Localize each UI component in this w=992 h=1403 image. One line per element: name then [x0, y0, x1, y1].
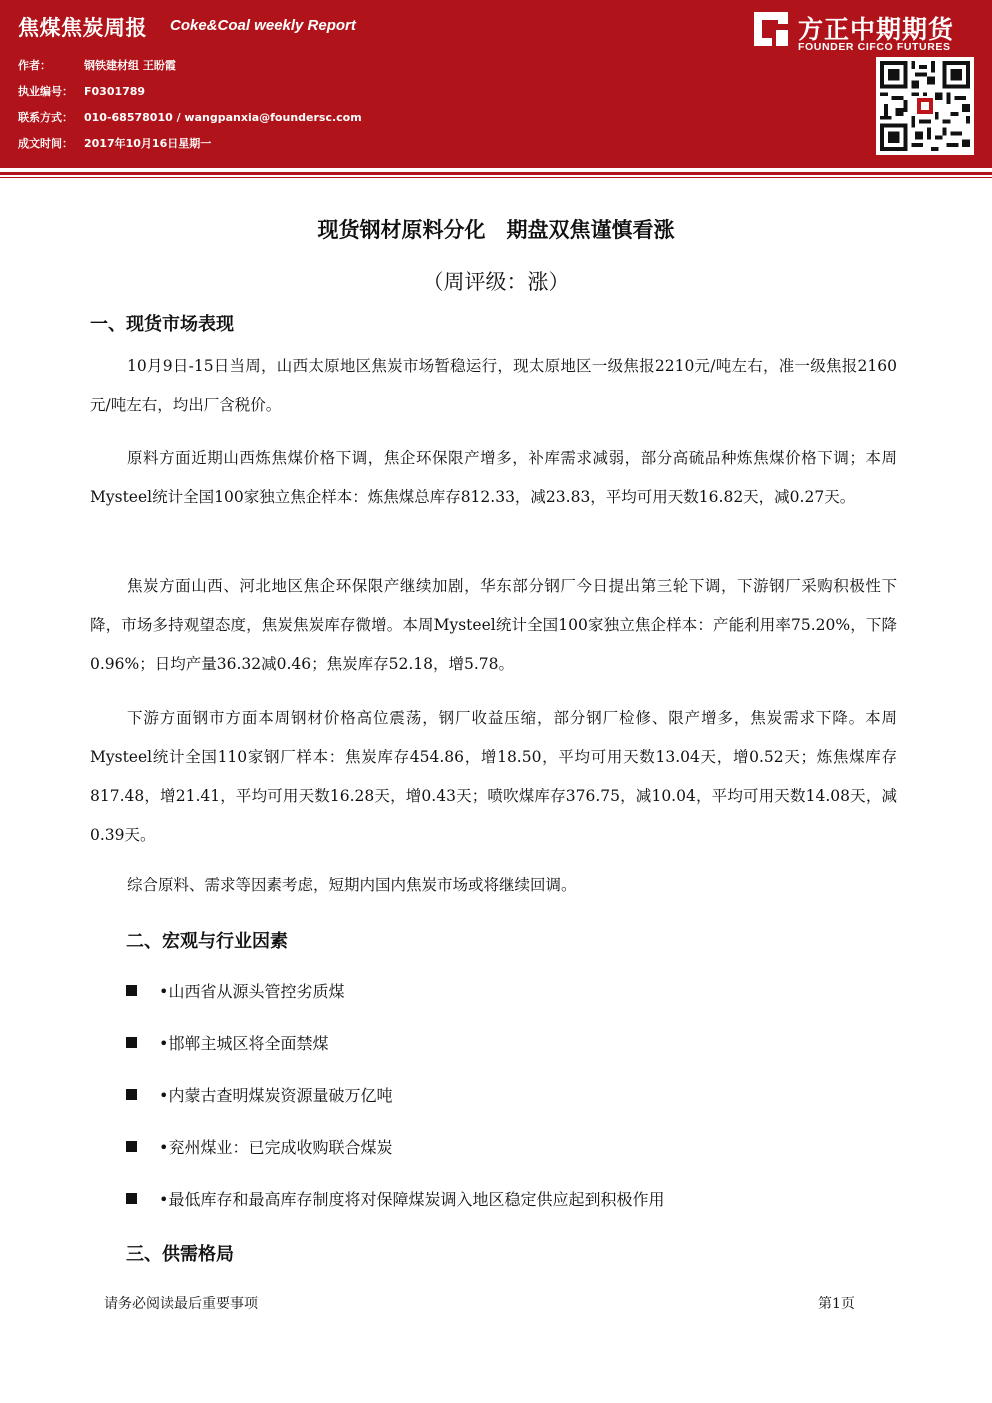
- paragraph-summary: 综合原料、需求等因素考虑，短期内国内焦炭市场或将继续回调。: [127, 876, 577, 894]
- meta-contact-value: 010-68578010 / wangpanxia@foundersc.com: [84, 111, 362, 124]
- paragraph-downstream: 下游方面钢市方面本周钢材价格高位震荡，钢厂收益压缩，部分钢厂检修、限产增多，焦炭需求下降。本周Mysteel统计全国110家钢厂样本：焦炭库存454.86，增18.50，平均可用天数13.04天，增0.52天；炼焦煤库存817.48，增21.41，平均可用天数16.28天，增0.43天；喷吹煤库存376.75，减10.04，平均可用天数14.08天，减0.39天。: [90, 709, 897, 844]
- section-heading-macro: 二、宏观与行业因素: [126, 931, 288, 952]
- footer-notice: 请务必阅读最后重要事项: [104, 1296, 258, 1312]
- list-item-text: •内蒙古查明煤炭资源量破万亿吨: [159, 1086, 393, 1105]
- page-number: 第1页: [818, 1296, 855, 1312]
- header-divider: [0, 172, 992, 175]
- square-bullet-icon: [126, 1037, 137, 1048]
- square-bullet-icon: [126, 1089, 137, 1100]
- report-series-title: 焦煤焦炭周报: [18, 16, 147, 40]
- meta-author: [18, 57, 176, 73]
- meta-contact-label: 联系方式：: [18, 111, 73, 124]
- report-series-subtitle: Coke&Coal weekly Report: [170, 17, 356, 34]
- logo-chinese-name: 方正中期期货: [798, 15, 955, 44]
- meta-license: [18, 83, 145, 99]
- meta-contact: [18, 109, 362, 125]
- weekly-rating: （周评级：涨）: [422, 270, 570, 294]
- meta-date-value: 2017年10月16日星期一: [84, 137, 212, 150]
- paragraph-spot-price: 10月9日-15日当周，山西太原地区焦炭市场暂稳运行，现太原地区一级焦报2210元/吨左右，准一级焦报2160元/吨左右，均出厂含税价。: [90, 357, 897, 414]
- founder-logo-icon: [752, 10, 790, 48]
- report-header: [0, 0, 992, 168]
- company-logo: [752, 10, 978, 56]
- meta-license-value: F0301789: [84, 85, 146, 98]
- paragraph-raw-material: 原料方面近期山西炼焦煤价格下调，焦企环保限产增多，补库需求减弱，部分高硫品种炼焦煤价格下调；本周Mysteel统计全国100家独立焦企样本：炼焦煤总库存812.33，减23.83，平均可用天数16.82天，减0.27天。: [90, 449, 897, 506]
- list-item-text: •最低库存和最高库存制度将对保障煤炭调入地区稳定供应起到积极作用: [159, 1190, 665, 1209]
- meta-license-label: 执业编号：: [18, 85, 73, 98]
- list-item: [126, 979, 344, 1002]
- list-item-text: •山西省从源头管控劣质煤: [159, 982, 345, 1001]
- square-bullet-icon: [126, 985, 137, 996]
- qr-code-icon: [876, 57, 974, 155]
- list-item: [126, 1187, 664, 1210]
- document-title: 现货钢材原料分化 期盘双焦谨慎看涨: [317, 218, 675, 242]
- qr-code: [876, 57, 974, 155]
- meta-author-label: 作者：: [18, 59, 51, 72]
- section-heading-spot-market: 一、现货市场表现: [90, 314, 234, 335]
- header-divider-thin: [0, 177, 992, 178]
- meta-date-label: 成文时间：: [18, 137, 73, 150]
- square-bullet-icon: [126, 1193, 137, 1204]
- list-item: [126, 1083, 392, 1106]
- square-bullet-icon: [126, 1141, 137, 1152]
- logo-english-name: FOUNDER CIFCO FUTURES: [798, 41, 951, 53]
- meta-date: [18, 135, 211, 151]
- meta-author-value: 钢铁建材组 王盼霞: [84, 59, 176, 72]
- list-item: [126, 1135, 392, 1158]
- list-item-text: •邯郸主城区将全面禁煤: [159, 1034, 329, 1053]
- section-heading-supply-demand: 三、供需格局: [126, 1244, 234, 1265]
- list-item-text: •兖州煤业：已完成收购联合煤炭: [159, 1138, 393, 1157]
- paragraph-coke-supply: 焦炭方面山西、河北地区焦企环保限产继续加剧，华东部分钢厂今日提出第三轮下调，下游钢厂采购积极性下降，市场多持观望态度，焦炭焦炭库存微增。本周Mysteel统计全国100家独立焦企样本：产能利用率75.20%，下降0.96%；日均产量36.32减0.46；焦炭库存52.18，增5.78。: [90, 577, 897, 673]
- list-item: [126, 1031, 328, 1054]
